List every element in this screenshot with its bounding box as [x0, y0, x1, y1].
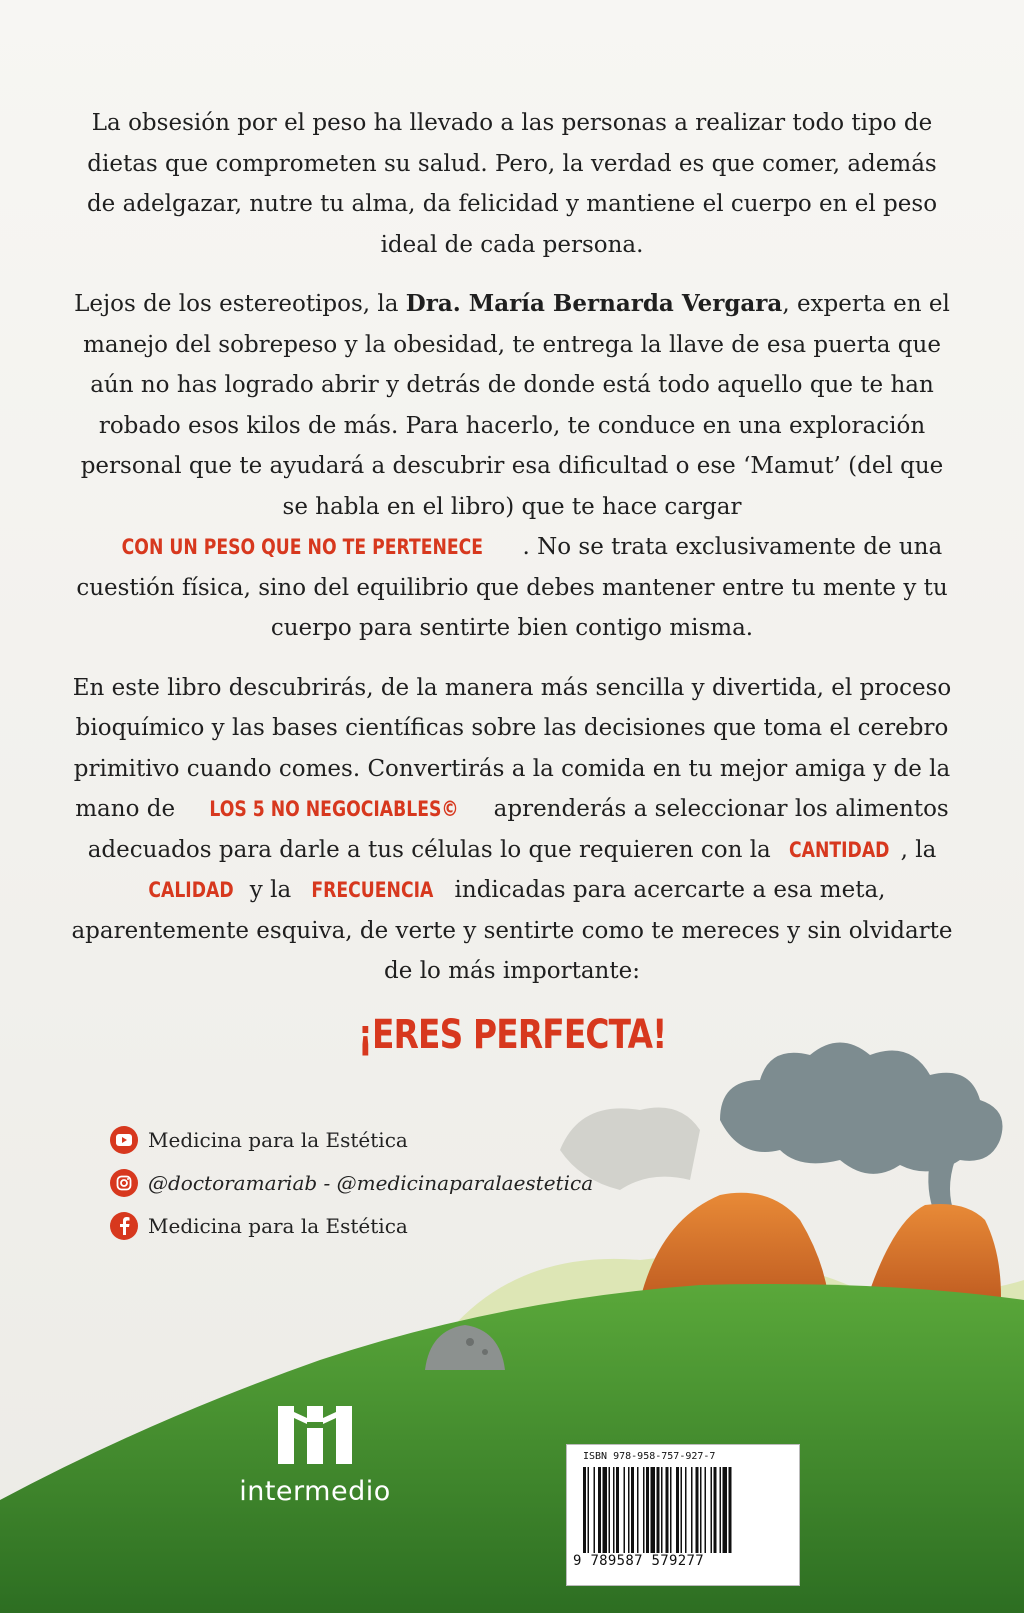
highlight-no-negociables: LOS 5 NO NEGOCIABLES©	[209, 797, 459, 821]
social-youtube[interactable]	[110, 1126, 408, 1154]
youtube-icon	[110, 1126, 138, 1154]
highlight-cantidad: CANTIDAD	[789, 837, 890, 862]
barcode-digits: 9 789587 579277	[573, 1553, 704, 1569]
intermedio-logo-icon	[276, 1404, 354, 1466]
author-name: Dra. María Bernarda Vergara	[405, 290, 783, 317]
publisher-name: intermedio	[239, 1476, 391, 1507]
isbn-barcode	[566, 1444, 800, 1586]
social-youtube-text: Medicina para la Estética	[148, 1128, 408, 1152]
blurb-paragraph-3: En este libro descubrirás, de la manera más sencilla y divertida, el proceso bioquímico y las bases científicas sobre las decisiones que toma el cerebro primitivo cuando comes. Convertirás a la comida en tu mejor amiga y de la mano de LOS 5 NO NEGOCIABLES© aprenderás a seleccionar los alimentos adecuados para darle a tus células lo que requieren con la CANTIDAD , la CALIDAD y la FRECUENCIA indicadas para acercarte a esa meta, aparentemente esquiva, de verte y sentirte como te mereces y sin olvidarte de lo más importante:	[71, 674, 953, 984]
blurb-paragraph-2: Lejos de los estereotipos, la Dra. María Bernarda Vergara, experta en el manejo del sobrepeso y la obesidad, te entrega la llave de esa puerta que aún no has logrado abrir y detrás de donde está todo aquello que te han robado esos kilos de más. Para hacerlo, te conduce en una exploración personal que te ayudará a descubrir esa dificultad o ese ‘Mamut’ (del que se habla en el libro) que te hace cargar CON UN PESO QUE NO TE PERTENECE . No se trata exclusivamente de una cuestión física, sino del equilibrio que debes mantener entre tu mente y tu cuerpo para sentirte bien contigo misma.	[74, 290, 950, 641]
instagram-icon	[110, 1169, 138, 1197]
isbn-label: ISBN 978-958-757-927-7	[583, 1451, 716, 1462]
back-cover-blurb	[70, 103, 954, 1011]
publisher-logo	[230, 1404, 400, 1507]
grass-hill	[0, 1284, 1024, 1613]
social-facebook[interactable]	[110, 1212, 408, 1240]
social-facebook-text: Medicina para la Estética	[148, 1214, 408, 1238]
smoke-cloud	[720, 1043, 1003, 1174]
highlight-peso: CON UN PESO QUE NO TE PERTENECE	[121, 535, 483, 559]
facebook-icon	[110, 1212, 138, 1240]
highlight-calidad: CALIDAD	[147, 878, 234, 902]
barcode-bars	[581, 1467, 791, 1555]
highlight-frecuencia: FRECUENCIA	[311, 878, 434, 902]
social-instagram[interactable]	[110, 1169, 593, 1197]
social-instagram-text: @doctoramariab - @medicinaparalaestetica	[148, 1171, 594, 1195]
slogan-heading: ¡ERES PERFECTA!	[357, 1012, 667, 1058]
blurb-paragraph-1: La obsesión por el peso ha llevado a las personas a realizar todo tipo de dietas que comprometen su salud. Pero, la verdad es que comer, además de adelgazar, nutre tu alma, da felicidad y mantiene el cuerpo en el peso ideal de cada persona.	[86, 110, 938, 258]
